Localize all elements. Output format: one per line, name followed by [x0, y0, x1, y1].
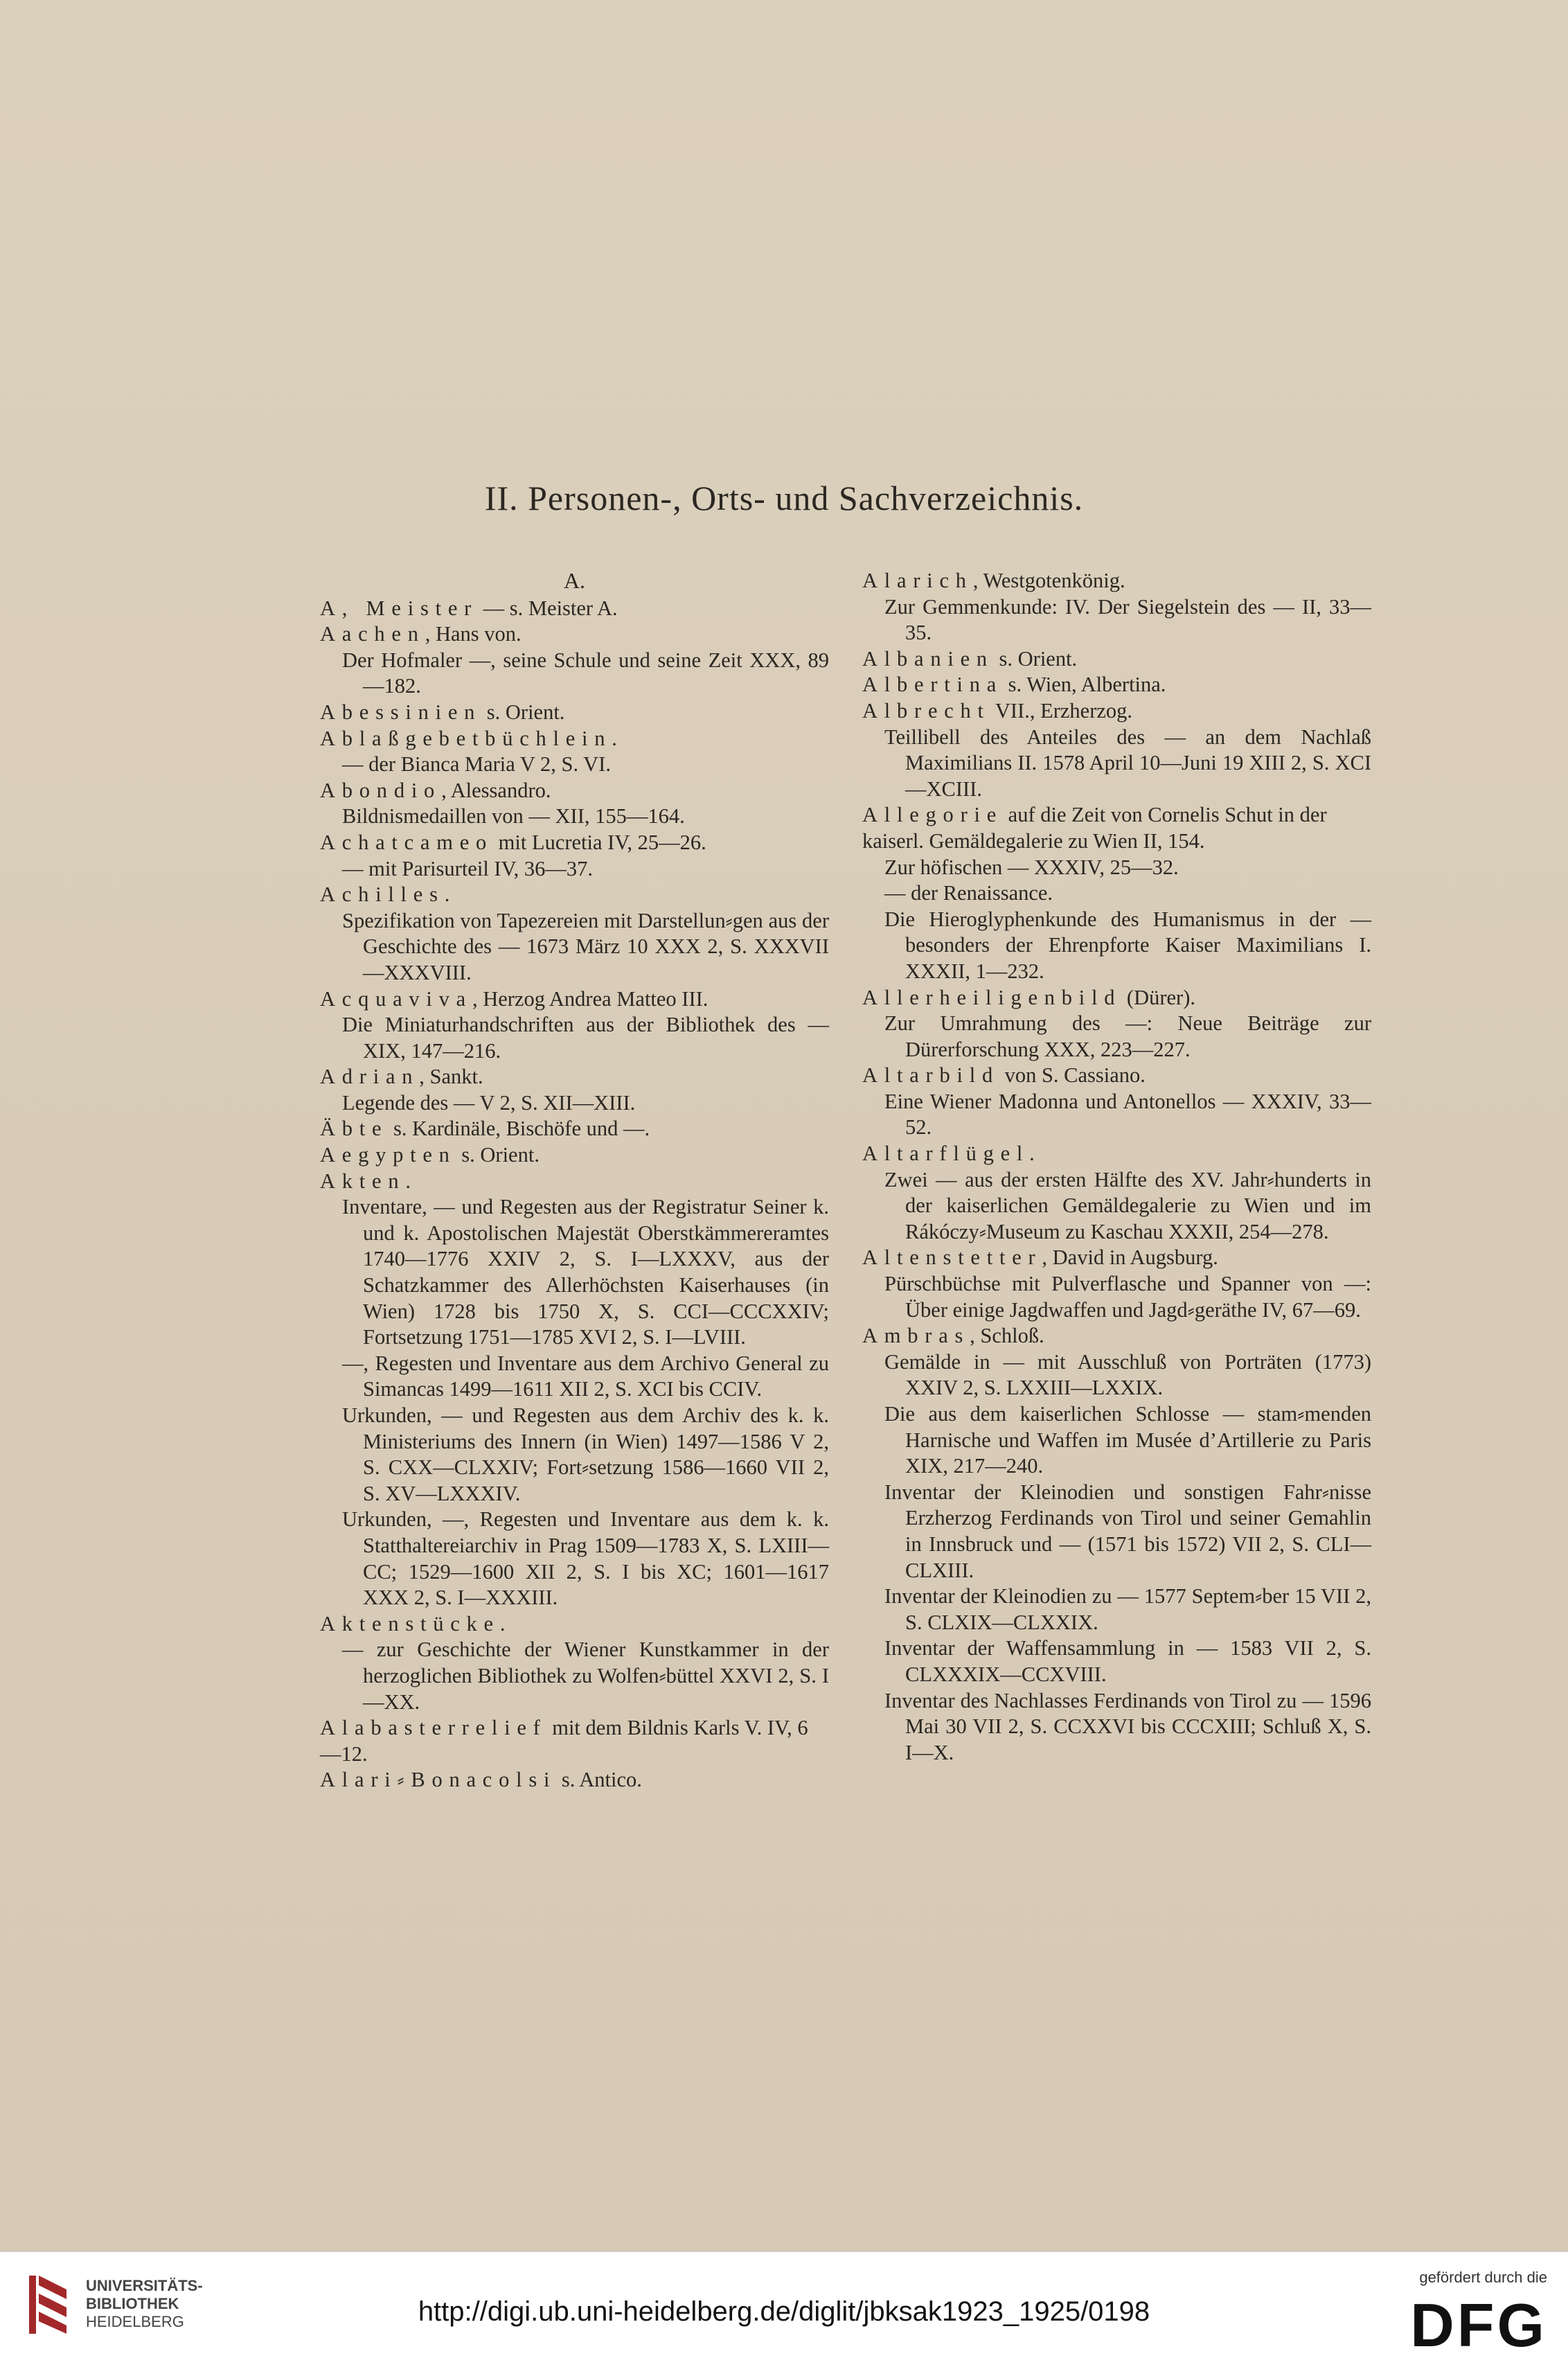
index-subentry: Inventare, — und Regesten aus der Registratur Seiner k. und k. Apostolischen Majestät Oberstkämmereramtes 1740—1776 XXIV 2, S. I—LXXXV, aus der Schatzkammer des Allerhöchsten Kaiserhauses (in Wien) 1728 bis 1750 X, S. CCI—CCCXXIV; Fortsetzung 1751—1785 XVI 2, S. I—LVIII. — [342, 1195, 829, 1349]
entry-headword: Alari⸗Bonacolsi — [320, 1768, 557, 1792]
digitization-footer — [0, 2251, 1568, 2367]
index-subentry: Die aus dem kaiserlichen Schlosse — stam⸗menden Harnische und Waffen im Musée d’Artillerie zu Paris XIX, 217—240. — [884, 1402, 1371, 1478]
library-name-line: HEIDELBERG — [86, 2313, 184, 2330]
entry-detail: , Herzog Andrea Matteo III. — [472, 986, 709, 1011]
index-entry — [320, 726, 829, 752]
index-column-left — [320, 568, 829, 1793]
index-entry — [320, 1116, 829, 1142]
index-column-right — [862, 568, 1371, 1766]
library-name-line: BIBLIOTHEK — [86, 2295, 179, 2312]
entry-headword: Allerheiligenbild — [862, 985, 1122, 1009]
entry-detail: VII., Erzherzog. — [990, 698, 1133, 722]
index-subentry: Urkunden, — und Regesten aus dem Archiv des k. k. Ministeriums des Innern (in Wien) 1497—1586 V 2, S. CXX—CLXXIV; Fort⸗setzung 1586—1660 VII 2, S. XV—LXXXIV. — [342, 1403, 829, 1505]
entry-detail: s. Orient. — [993, 646, 1078, 671]
index-subentry: Der Hofmaler —, seine Schule und seine Zeit XXX, 89—182. — [342, 648, 829, 698]
index-entry — [320, 700, 829, 726]
entry-detail: , Westgotenkönig. — [972, 569, 1125, 592]
entry-headword: Äbte — [320, 1117, 389, 1141]
entry-detail: . — [444, 883, 450, 907]
entry-headword: Albertina — [862, 673, 1004, 697]
index-entry — [320, 1142, 829, 1169]
index-entry — [862, 568, 1371, 594]
sponsor-note: gefördert durch die — [1419, 2269, 1547, 2286]
entry-headword: Acquaviva — [320, 986, 472, 1011]
index-entry — [320, 778, 829, 804]
index-entry — [320, 1715, 829, 1767]
entry-headword: Achatcameo — [320, 830, 494, 854]
entry-detail: , Alessandro. — [441, 778, 551, 802]
entry-detail: , Sankt. — [419, 1065, 483, 1089]
index-entry — [862, 1063, 1371, 1089]
index-subentry: Gemälde in — mit Ausschluß von Porträten (1773) XXIV 2, S. LXXIII—LXXIX. — [884, 1349, 1371, 1400]
index-entry — [862, 672, 1371, 698]
entry-headword: Ablaßgebetbüchlein — [320, 726, 612, 750]
index-subentry: Pürschbüchse mit Pulverflasche und Spanner von —: Über einige Jagdwaffen und Jagd⸗geräthe IV, 67—69. — [884, 1272, 1371, 1322]
index-subentry: Teillibell des Anteiles des — an dem Nachlaß Maximilians II. 1578 April 10—Juni 19 XIII 2, S. XCI—XCIII. — [884, 725, 1371, 801]
index-subentry: Inventar des Nachlasses Ferdinands von Tirol zu — 1596 Mai 30 VII 2, S. CCXXVI bis CCCXIII; Schluß X, S. I—X. — [884, 1688, 1371, 1764]
index-subentry: Zwei — aus der ersten Hälfte des XV. Jahr⸗hunderts in der kaiserlichen Gemäldegalerie zu Wien und im Rákóczy⸗Museum zu Kaschau XXXII, 254—278. — [884, 1167, 1371, 1243]
dfg-logo: DFG — [1410, 2291, 1547, 2359]
index-subentry: Zur Gemmenkunde: IV. Der Siegelstein des — II, 33—35. — [884, 594, 1371, 645]
entry-detail: s. Orient. — [456, 1143, 540, 1167]
entry-detail: — s. Meister A. — [478, 596, 618, 620]
entry-detail: . — [499, 1611, 506, 1635]
entry-headword: Altenstetter — [862, 1245, 1042, 1270]
entry-headword: Aachen — [320, 622, 425, 646]
entry-detail: auf die Zeit von Cornelis Schut in der kaiserl. Gemäldegalerie zu Wien II, 154. — [862, 803, 1327, 853]
entry-detail: . — [612, 726, 617, 750]
entry-headword: Akten — [320, 1169, 406, 1193]
index-subentry: Urkunden, —, Regesten und Inventare aus dem k. k. Statthaltereiarchiv in Prag 1509—1783 X, S. LXIII—CC; 1529—1600 XII 2, S. I bis XC; 1601—1617 XXX 2, S. I—XXXIII. — [342, 1507, 829, 1610]
index-entry — [862, 1141, 1371, 1167]
index-entry — [320, 1767, 829, 1793]
entry-detail: s. Orient. — [481, 700, 565, 724]
entry-headword: Albrecht — [862, 698, 990, 722]
entry-headword: Adrian — [320, 1065, 420, 1089]
entry-detail: s. Wien, Albertina. — [1003, 673, 1166, 697]
entry-headword: Altarflügel — [862, 1142, 1030, 1166]
entry-headword: Aegypten — [320, 1143, 456, 1167]
entry-detail: mit dem Bildnis Karls V. IV, 6—12. — [320, 1716, 808, 1766]
section-letter: A. — [563, 568, 586, 593]
entry-headword: Albanien — [862, 646, 994, 671]
index-entry — [862, 646, 1371, 673]
index-entry — [320, 1169, 829, 1195]
index-entry — [320, 1611, 829, 1638]
index-entry — [862, 1245, 1371, 1271]
library-name-line: UNIVERSITÄTS- — [86, 2277, 203, 2294]
index-subentry: Zur Umrahmung des —: Neue Beiträge zur Dürerforschung XXX, 223—227. — [884, 1011, 1371, 1061]
index-subentry: Eine Wiener Madonna und Antonellos — XXXIV, 33—52. — [884, 1089, 1371, 1140]
index-entry — [862, 985, 1371, 1011]
index-subentry: — der Bianca Maria V 2, S. VI. — [342, 752, 611, 777]
index-entry — [320, 830, 829, 856]
entry-headword: Abessinien — [320, 700, 482, 724]
entry-headword: A, Meister — [320, 596, 479, 620]
permalink-url[interactable]: http://digi.ub.uni-heidelberg.de/diglit/jbksak1923_1925/0198 — [418, 2296, 1150, 2327]
index-entry — [320, 621, 829, 648]
entry-headword: Ambras — [862, 1324, 970, 1348]
index-subentry: Die Hieroglyphenkunde des Humanismus in der — besonders der Ehrenpforte Kaiser Maximilians I. XXXII, 1—232. — [884, 907, 1371, 983]
entry-headword: Alarich — [862, 569, 973, 592]
index-entry — [320, 596, 829, 622]
entry-detail: , David in Augsburg. — [1042, 1245, 1218, 1270]
entry-headword: Alabasterrelief — [320, 1716, 547, 1740]
entry-headword: Altarbild — [862, 1063, 999, 1088]
index-entry — [862, 802, 1371, 854]
entry-detail: , Hans von. — [425, 622, 522, 646]
index-subentry: Inventar der Waffensammlung in — 1583 VII 2, S. CLXXXIX—CCXVIII. — [884, 1636, 1371, 1686]
index-subentry: —, Regesten und Inventare aus dem Archivo General zu Simancas 1499—1611 XII 2, S. XCI bis CCIV. — [342, 1351, 829, 1401]
entry-detail: (Dürer). — [1121, 985, 1195, 1009]
page-title: II. Personen-, Orts- und Sachverzeichnis. — [484, 479, 1084, 517]
index-entry — [320, 882, 829, 908]
index-entry — [862, 698, 1371, 725]
index-subentry: — der Renaissance. — [884, 881, 1053, 905]
index-subentry: Zur höfischen — XXXIV, 25—32. — [884, 855, 1179, 879]
index-subentry: Inventar der Kleinodien und sonstigen Fahr⸗nisse Erzherzog Ferdinands von Tirol und seiner Gemahlin in Innsbruck und — (1571 bis 1572) VII 2, S. CLI—CLXIII. — [884, 1480, 1371, 1582]
entry-detail: von S. Cassiano. — [999, 1063, 1146, 1088]
entry-headword: Abondio — [320, 778, 442, 802]
entry-detail: , Schloß. — [970, 1324, 1044, 1348]
entry-detail: mit Lucretia IV, 25—26. — [493, 830, 706, 854]
entry-detail: . — [1029, 1142, 1035, 1166]
index-subentry: Legende des — V 2, S. XII—XIII. — [342, 1090, 636, 1115]
index-subentry: Spezifikation von Tapezereien mit Darstellun⸗gen aus der Geschichte des — 1673 März 10 XXX 2, S. XXXVII—XXXVIII. — [342, 908, 829, 984]
entry-headword: Allegorie — [862, 803, 1004, 827]
index-entry — [320, 1064, 829, 1090]
index-subentry: Bildnismedaillen von — XII, 155—164. — [342, 804, 685, 828]
entry-detail: s. Kardinäle, Bischöfe und —. — [388, 1117, 650, 1141]
index-subentry: Inventar der Kleinodien zu — 1577 Septem⸗ber 15 VII 2, S. CLXIX—CLXXIX. — [884, 1584, 1371, 1634]
index-entry — [862, 1323, 1371, 1349]
entry-headword: Achilles — [320, 883, 445, 907]
entry-detail: s. Antico. — [556, 1768, 642, 1792]
entry-detail: . — [405, 1169, 411, 1193]
index-entry — [320, 986, 829, 1013]
index-subentry: — mit Parisurteil IV, 36—37. — [342, 856, 594, 880]
entry-headword: Aktenstücke — [320, 1611, 500, 1635]
index-subentry: Die Miniaturhandschriften aus der Bibliothek des — XIX, 147—216. — [342, 1013, 829, 1063]
index-subentry: — zur Geschichte der Wiener Kunstkammer in der herzoglichen Bibliothek zu Wolfen⸗büttel XXVI 2, S. I—XX. — [342, 1638, 829, 1714]
